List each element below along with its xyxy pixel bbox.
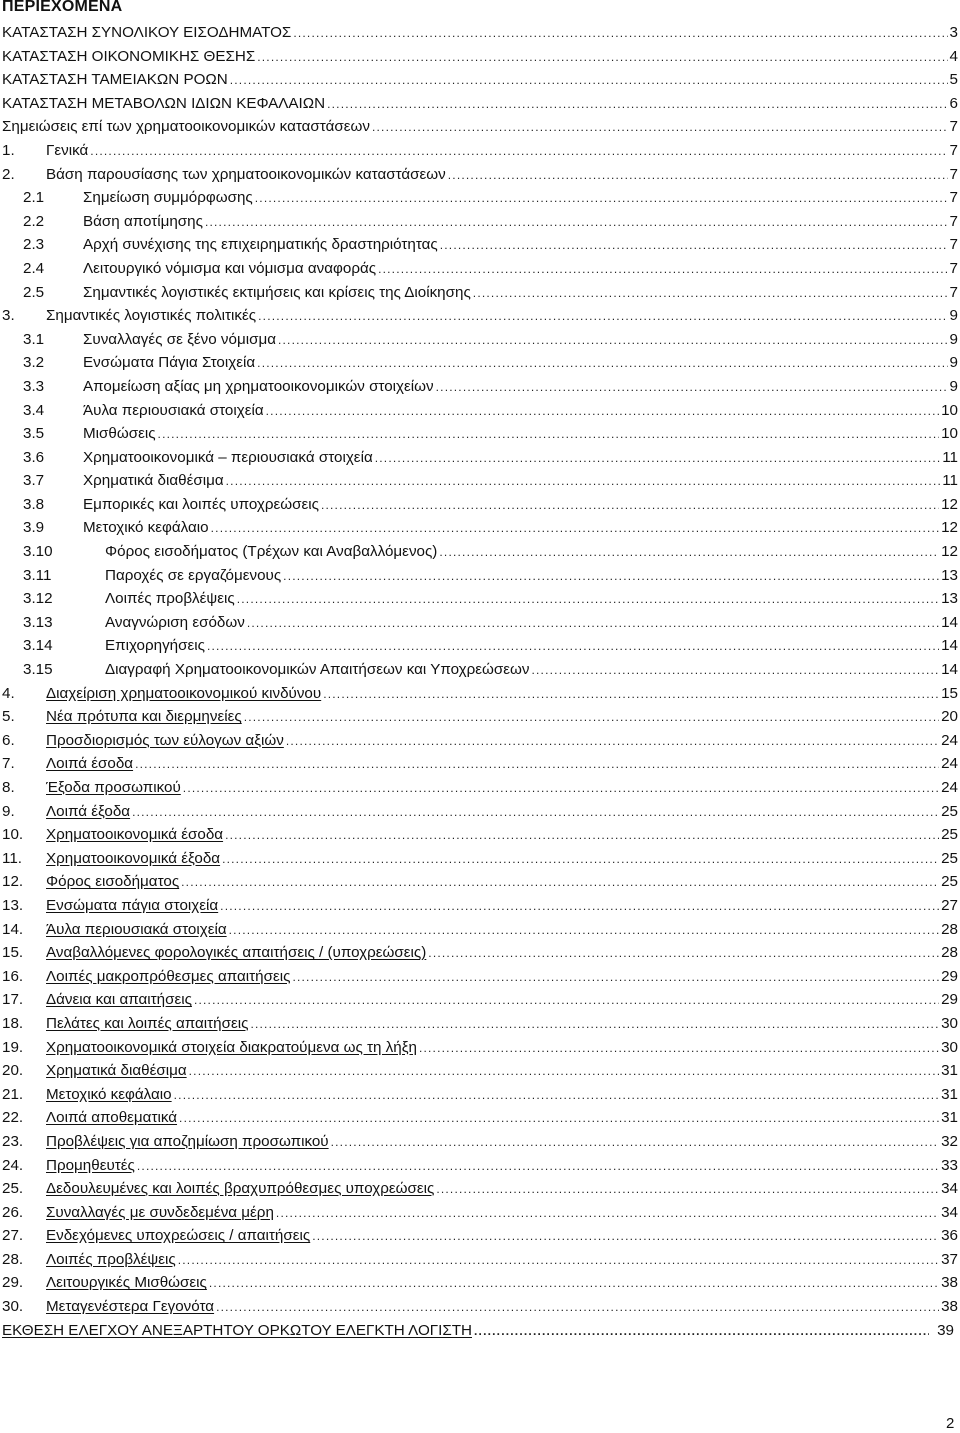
toc-dot-leader bbox=[135, 753, 939, 777]
toc-entry-page-number: 12 bbox=[941, 543, 958, 561]
toc-dot-leader bbox=[222, 848, 939, 872]
toc-dot-leader bbox=[205, 211, 948, 235]
toc-entry-page-number: 4 bbox=[949, 47, 958, 65]
toc-entry-page-number: 20 bbox=[941, 708, 958, 726]
toc-entry[interactable] bbox=[0, 399, 958, 423]
toc-entry-label[interactable]: Εμπορικές και λοιπές υποχρεώσεις bbox=[83, 495, 319, 513]
toc-entry-page-number: 9 bbox=[949, 377, 958, 395]
toc-entry-number: 2.5 bbox=[23, 283, 45, 301]
toc-dot-leader bbox=[419, 1037, 939, 1061]
toc-entry[interactable] bbox=[0, 1154, 958, 1178]
toc-dot-leader bbox=[179, 1107, 939, 1131]
toc-entry-number: 6. bbox=[2, 731, 15, 749]
toc-entry-number: 3.5 bbox=[23, 425, 45, 443]
toc-entry-page-number: 7 bbox=[949, 283, 958, 301]
toc-dot-leader bbox=[247, 612, 939, 636]
toc-entry[interactable] bbox=[0, 375, 958, 399]
toc-entry-page-number: 25 bbox=[941, 826, 958, 844]
toc-entry-label[interactable]: ΚΑΤΑΣΤΑΣΗ ΣΥΝΟΛΙΚΟΥ ΕΙΣΟΔΗΜΑΤΟΣ bbox=[2, 24, 292, 41]
toc-entry-label[interactable]: Διαγραφή Χρηματοοικονομικών Απαιτήσεων και Υποχρεώσεων bbox=[105, 661, 530, 679]
toc-dot-leader bbox=[90, 140, 947, 164]
toc-entry[interactable] bbox=[0, 941, 958, 965]
toc-dot-leader bbox=[428, 942, 939, 966]
toc-entry-page-number: 28 bbox=[941, 944, 958, 962]
toc-entry-number: 3.11 bbox=[23, 566, 52, 584]
toc-list bbox=[0, 21, 958, 1342]
toc-entry-number: 19. bbox=[2, 1038, 24, 1056]
toc-entry-number: 20. bbox=[2, 1062, 24, 1080]
toc-entry-page-number: 9 bbox=[949, 354, 958, 372]
toc-dot-leader bbox=[189, 1060, 939, 1084]
toc-entry-label[interactable]: Σημαντικές λογιστικές εκτιμήσεις και κρίσεις της Διοίκησης bbox=[83, 283, 471, 301]
toc-entry[interactable] bbox=[0, 634, 958, 658]
toc-entry[interactable] bbox=[0, 469, 958, 493]
toc-entry-page-number: 24 bbox=[941, 779, 958, 796]
toc-entry-number: 1. bbox=[2, 141, 15, 159]
toc-entry-label[interactable]: ΚΑΤΑΣΤΑΣΗ ΤΑΜΕΙΑΚΩΝ ΡΟΩΝ bbox=[2, 71, 228, 89]
toc-entry-label[interactable]: Πελάτες και λοιπές απαιτήσεις bbox=[46, 1014, 249, 1032]
toc-entry-number: 2.1 bbox=[23, 189, 45, 207]
toc-entry-label[interactable]: Μετοχικό κεφάλαιο bbox=[83, 519, 209, 537]
toc-entry[interactable] bbox=[0, 1106, 958, 1130]
toc-entry-number: 3.1 bbox=[23, 330, 45, 348]
toc-entry-number: 3.6 bbox=[23, 448, 45, 466]
toc-entry-number: 3.14 bbox=[23, 637, 53, 655]
toc-entry-label[interactable]: Επιχορηγήσεις bbox=[105, 637, 205, 655]
toc-entry-label[interactable]: Ενδεχόμενες υποχρεώσεις / απαιτήσεις bbox=[46, 1227, 311, 1245]
toc-entry[interactable] bbox=[0, 918, 958, 942]
toc-dot-leader bbox=[258, 305, 947, 329]
toc-entry[interactable] bbox=[0, 163, 958, 187]
toc-entry-number: 23. bbox=[2, 1132, 24, 1150]
toc-entry-label[interactable]: Λοιπές μακροπρόθεσμες απαιτήσεις bbox=[46, 967, 291, 985]
toc-entry-label[interactable]: Λοιπά έξοδα bbox=[46, 802, 131, 820]
toc-entry-number: 2.4 bbox=[23, 259, 45, 277]
toc-entry-label[interactable]: Συναλλαγές σε ξένο νόμισμα bbox=[83, 330, 276, 348]
toc-entry-number: 24. bbox=[2, 1156, 24, 1174]
toc-entry-number: 8. bbox=[2, 779, 15, 796]
toc-entry-label[interactable]: Συναλλαγές με συνδεδεμένα μέρη bbox=[46, 1203, 274, 1221]
toc-entry-page-number: 7 bbox=[949, 118, 958, 136]
toc-entry-number: 12. bbox=[2, 873, 24, 891]
toc-entry[interactable] bbox=[0, 446, 958, 470]
toc-entry[interactable] bbox=[0, 1319, 958, 1343]
toc-entry-label[interactable]: Νέα πρότυπα και διερμηνείες bbox=[46, 708, 242, 726]
toc-entry[interactable] bbox=[0, 92, 958, 116]
toc-entry-label[interactable]: Άυλα περιουσιακά στοιχεία bbox=[83, 401, 264, 419]
toc-entry-page-number: 25 bbox=[941, 802, 958, 820]
toc-entry-number: 29. bbox=[2, 1274, 24, 1292]
toc-entry-page-number: 30 bbox=[941, 1014, 958, 1032]
toc-entry[interactable] bbox=[0, 115, 958, 139]
toc-entry-page-number: 38 bbox=[941, 1274, 958, 1292]
toc-entry-label[interactable]: Σημαντικές λογιστικές πολιτικές bbox=[46, 307, 257, 325]
toc-dot-leader bbox=[372, 116, 948, 140]
toc-entry-page-number: 12 bbox=[941, 495, 958, 513]
toc-entry-page-number: 10 bbox=[941, 401, 958, 419]
toc-entry-label[interactable]: Λοιπά αποθεματικά bbox=[46, 1109, 178, 1127]
toc-entry-page-number: 6 bbox=[949, 94, 958, 112]
toc-entry-label[interactable]: Χρηματοοικονομικά έσοδα bbox=[46, 826, 224, 844]
toc-entry-number: 26. bbox=[2, 1203, 24, 1221]
toc-entry-page-number: 14 bbox=[941, 661, 958, 679]
toc-dot-leader bbox=[225, 824, 939, 848]
toc-dot-leader bbox=[293, 22, 947, 46]
toc-dot-leader bbox=[220, 895, 939, 919]
toc-entry-number: 2. bbox=[2, 165, 15, 183]
toc-entry-number: 2.2 bbox=[23, 212, 45, 230]
toc-entry-label[interactable]: Λοιπές προβλέψεις bbox=[105, 590, 235, 608]
toc-dot-leader bbox=[250, 1013, 939, 1037]
toc-dot-leader bbox=[278, 329, 948, 353]
toc-entry[interactable] bbox=[0, 894, 958, 918]
toc-dot-leader bbox=[211, 517, 939, 541]
toc-entry-label[interactable]: Βάση αποτίμησης bbox=[83, 212, 203, 230]
footer-page-number: 2 bbox=[946, 1415, 955, 1432]
toc-entry-number: 16. bbox=[2, 967, 24, 985]
toc-dot-leader bbox=[375, 447, 941, 471]
toc-entry[interactable] bbox=[0, 540, 958, 564]
toc-entry-label[interactable]: Μισθώσεις bbox=[83, 425, 156, 443]
toc-entry[interactable] bbox=[0, 1224, 958, 1248]
toc-dot-leader bbox=[439, 541, 939, 565]
toc-entry-page-number: 14 bbox=[941, 613, 958, 631]
toc-dot-leader bbox=[331, 1131, 939, 1155]
toc-entry-page-number: 37 bbox=[941, 1250, 958, 1268]
toc-entry[interactable] bbox=[0, 729, 958, 753]
toc-entry[interactable] bbox=[0, 516, 958, 540]
toc-entry[interactable] bbox=[0, 422, 958, 446]
toc-entry-number: 21. bbox=[2, 1085, 24, 1103]
toc-entry-label[interactable]: Βάση παρουσίασης των χρηματοοικονομικών καταστάσεων bbox=[46, 165, 446, 183]
toc-entry-label[interactable]: Αναβαλλόμενες φορολογικές απαιτήσεις / (υποχρεώσεις) bbox=[46, 944, 427, 962]
toc-dot-leader bbox=[207, 635, 939, 659]
toc-entry[interactable] bbox=[0, 1036, 958, 1060]
toc-dot-leader bbox=[174, 1084, 939, 1108]
toc-entry-label[interactable]: Δάνεια και απαιτήσεις bbox=[46, 991, 192, 1009]
toc-dot-leader bbox=[440, 234, 948, 258]
toc-dot-leader bbox=[474, 1320, 929, 1344]
toc-dot-leader bbox=[321, 494, 939, 518]
toc-entry-page-number: 24 bbox=[941, 731, 958, 749]
toc-entry-number: 5. bbox=[2, 708, 15, 726]
toc-entry-number: 17. bbox=[2, 991, 24, 1009]
toc-entry[interactable] bbox=[0, 304, 958, 328]
toc-entry-number: 3.9 bbox=[23, 519, 45, 537]
toc-entry-label[interactable]: Αναγνώριση εσόδων bbox=[105, 613, 245, 631]
toc-entry-page-number: 9 bbox=[949, 307, 958, 325]
toc-entry-number: 3.4 bbox=[23, 401, 45, 419]
toc-entry-label[interactable]: ΚΑΤΑΣΤΑΣΗ ΟΙΚΟΝΟΜΙΚΗΣ ΘΕΣΗΣ bbox=[2, 47, 256, 65]
toc-entry-number: 15. bbox=[2, 944, 24, 962]
toc-entry-page-number: 7 bbox=[949, 259, 958, 277]
toc-entry-number: 13. bbox=[2, 896, 24, 914]
toc-dot-leader bbox=[244, 706, 939, 730]
toc-dot-leader bbox=[194, 989, 939, 1013]
toc-entry-number: 11. bbox=[2, 849, 22, 867]
toc-entry-label[interactable]: ΚΑΤΑΣΤΑΣΗ ΜΕΤΑΒΟΛΩΝ ΙΔΙΩΝ ΚΕΦΑΛΑΙΩΝ bbox=[2, 94, 326, 112]
toc-dot-leader bbox=[132, 801, 939, 825]
toc-dot-leader bbox=[183, 777, 939, 801]
toc-entry-page-number: 38 bbox=[941, 1298, 958, 1316]
toc-dot-leader bbox=[323, 683, 939, 707]
toc-entry-label[interactable]: Έξοδα προσωπικού bbox=[46, 779, 181, 796]
toc-entry-label[interactable]: Απομείωση αξίας μη χρηματοοικονομικών στοιχείων bbox=[83, 377, 434, 395]
toc-entry-label[interactable]: Αρχή συνέχισης της επιχειρηματικής δραστηριότητας bbox=[83, 236, 438, 254]
toc-entry-page-number: 7 bbox=[949, 236, 958, 254]
toc-entry-number: 30. bbox=[2, 1298, 24, 1316]
toc-entry-number: 2.3 bbox=[23, 236, 45, 254]
toc-entry-page-number: 31 bbox=[941, 1109, 958, 1127]
toc-dot-leader bbox=[448, 164, 948, 188]
toc-entry[interactable] bbox=[0, 1248, 958, 1272]
toc-dot-leader bbox=[137, 1155, 939, 1179]
toc-dot-leader bbox=[257, 352, 947, 376]
toc-dot-leader bbox=[283, 565, 939, 589]
toc-entry-page-number: 7 bbox=[949, 165, 958, 183]
toc-entry[interactable] bbox=[0, 965, 958, 989]
toc-entry-label[interactable]: Σημειώσεις επί των χρηματοοικονομικών καταστάσεων bbox=[2, 118, 370, 136]
toc-entry[interactable] bbox=[0, 988, 958, 1012]
toc-entry-label[interactable]: Προμηθευτές bbox=[46, 1156, 135, 1174]
toc-entry-page-number: 7 bbox=[949, 141, 958, 159]
toc-entry-label[interactable]: ΕΚΘΕΣΗ ΕΛΕΓΧΟΥ ΑΝΕΞΑΡΤΗΤΟΥ ΟΡΚΩΤΟΥ ΕΛΕΓΚΤΗ ΛΟΓΙΣΤΗ bbox=[2, 1321, 472, 1339]
toc-entry-page-number: 24 bbox=[941, 755, 958, 773]
toc-entry-page-number: 28 bbox=[941, 920, 958, 938]
toc-entry-page-number: 25 bbox=[941, 849, 958, 867]
toc-entry[interactable] bbox=[0, 870, 958, 894]
toc-dot-leader bbox=[216, 1296, 939, 1320]
toc-dot-leader bbox=[286, 730, 939, 754]
toc-dot-leader bbox=[255, 187, 948, 211]
toc-dot-leader bbox=[292, 966, 939, 990]
toc-entry-label[interactable]: Γενικά bbox=[46, 141, 89, 159]
toc-entry-label[interactable]: Χρηματοοικονομικά στοιχεία διακρατούμενα ως τη λήξη bbox=[46, 1038, 417, 1056]
toc-entry-page-number: 12 bbox=[941, 519, 958, 537]
toc-entry-number: 18. bbox=[2, 1014, 24, 1032]
toc-entry-number: 3.3 bbox=[23, 377, 45, 395]
toc-entry-page-number: 30 bbox=[941, 1038, 958, 1056]
toc-entry-page-number: 13 bbox=[941, 590, 958, 608]
toc-entry-number: 3. bbox=[2, 307, 15, 325]
toc-entry[interactable] bbox=[0, 564, 958, 588]
toc-entry-label[interactable]: Προσδιορισμός των εύλογων αξιών bbox=[46, 731, 284, 749]
toc-entry-label[interactable]: Λοιπές προβλέψεις bbox=[46, 1250, 176, 1268]
toc-entry[interactable] bbox=[0, 210, 958, 234]
toc-entry-label[interactable]: Διαχείριση χρηματοοικονομικού κινδύνου bbox=[46, 684, 322, 702]
toc-entry-page-number: 29 bbox=[941, 967, 958, 985]
toc-entry-number: 7. bbox=[2, 755, 15, 773]
toc-entry-page-number: 5 bbox=[949, 71, 958, 89]
toc-entry[interactable] bbox=[0, 45, 958, 69]
toc-entry-page-number: 32 bbox=[941, 1132, 958, 1150]
toc-entry[interactable] bbox=[0, 776, 958, 800]
toc-title: ΠΕΡΙΕΧΟΜΕΝΑ bbox=[2, 0, 123, 15]
toc-entry[interactable] bbox=[0, 257, 958, 281]
toc-entry-page-number: 3 bbox=[949, 24, 958, 41]
toc-entry-label[interactable]: Χρηματοοικονομικά – περιουσιακά στοιχεία bbox=[83, 448, 373, 466]
toc-entry[interactable] bbox=[0, 328, 958, 352]
toc-entry-page-number: 27 bbox=[941, 896, 958, 914]
toc-entry[interactable] bbox=[0, 752, 958, 776]
toc-entry-page-number: 34 bbox=[941, 1180, 958, 1198]
toc-entry-number: 3.7 bbox=[23, 472, 45, 490]
toc-entry-page-number: 39 bbox=[937, 1321, 954, 1339]
toc-entry-number: 3.8 bbox=[23, 495, 45, 513]
toc-dot-leader bbox=[473, 282, 948, 306]
toc-dot-leader bbox=[229, 919, 939, 943]
toc-entry-page-number: 36 bbox=[941, 1227, 958, 1245]
toc-entry-page-number: 33 bbox=[941, 1156, 958, 1174]
toc-entry[interactable] bbox=[0, 705, 958, 729]
toc-entry[interactable] bbox=[0, 1083, 958, 1107]
toc-dot-leader bbox=[209, 1272, 939, 1296]
toc-entry-page-number: 7 bbox=[949, 212, 958, 230]
toc-entry-number: 4. bbox=[2, 684, 15, 702]
toc-entry[interactable] bbox=[0, 1295, 958, 1319]
toc-entry-label[interactable]: Προβλέψεις για αποζημίωση προσωπικού bbox=[46, 1132, 329, 1150]
toc-entry-label[interactable]: Μετοχικό κεφάλαιο bbox=[46, 1085, 172, 1103]
toc-entry[interactable] bbox=[0, 800, 958, 824]
toc-entry-number: 3.15 bbox=[23, 661, 53, 679]
toc-entry-number: 3.12 bbox=[23, 590, 53, 608]
toc-dot-leader bbox=[237, 588, 939, 612]
toc-entry-page-number: 25 bbox=[941, 873, 958, 891]
toc-dot-leader bbox=[312, 1225, 939, 1249]
toc-entry-page-number: 34 bbox=[941, 1203, 958, 1221]
toc-dot-leader bbox=[257, 46, 947, 70]
toc-entry[interactable] bbox=[0, 281, 958, 305]
toc-entry-page-number: 31 bbox=[941, 1085, 958, 1103]
toc-dot-leader bbox=[181, 871, 939, 895]
toc-entry-label[interactable]: Λοιπά έσοδα bbox=[46, 755, 134, 773]
toc-dot-leader bbox=[266, 400, 939, 424]
toc-entry-page-number: 11 bbox=[942, 472, 958, 490]
toc-entry[interactable] bbox=[0, 233, 958, 257]
toc-entry[interactable] bbox=[0, 823, 958, 847]
toc-entry-label[interactable]: Χρηματικά διαθέσιμα bbox=[46, 1062, 187, 1080]
toc-entry-page-number: 13 bbox=[941, 566, 958, 584]
toc-entry-label[interactable]: Ενσώματα Πάγια Στοιχεία bbox=[83, 354, 256, 372]
toc-entry-label[interactable]: Μεταγενέστερα Γεγονότα bbox=[46, 1298, 215, 1316]
toc-entry-page-number: 7 bbox=[949, 189, 958, 207]
toc-entry[interactable] bbox=[0, 186, 958, 210]
toc-entry[interactable] bbox=[0, 1059, 958, 1083]
toc-entry-label[interactable]: Παροχές σε εργαζόμενους bbox=[105, 566, 282, 584]
toc-entry[interactable] bbox=[0, 351, 958, 375]
toc-entry-page-number: 9 bbox=[949, 330, 958, 348]
toc-entry[interactable] bbox=[0, 1130, 958, 1154]
toc-entry-page-number: 15 bbox=[941, 684, 958, 702]
toc-entry[interactable] bbox=[0, 611, 958, 635]
toc-entry-page-number: 10 bbox=[941, 425, 958, 443]
toc-dot-leader bbox=[226, 470, 941, 494]
toc-entry-label[interactable]: Φόρος εισοδήματος bbox=[46, 873, 180, 891]
toc-entry[interactable] bbox=[0, 1177, 958, 1201]
toc-dot-leader bbox=[327, 93, 947, 117]
toc-entry-label[interactable]: Λειτουργικές Μισθώσεις bbox=[46, 1274, 207, 1292]
toc-entry-label[interactable]: Σημείωση συμμόρφωσης bbox=[83, 189, 253, 207]
toc-entry-label[interactable]: Ενσώματα πάγια στοιχεία bbox=[46, 896, 219, 914]
toc-entry[interactable] bbox=[0, 658, 958, 682]
toc-entry-number: 27. bbox=[2, 1227, 24, 1245]
toc-entry[interactable] bbox=[0, 1012, 958, 1036]
toc-entry-label[interactable]: Δεδουλευμένες και λοιπές βραχυπρόθεσμες υποχρεώσεις bbox=[46, 1180, 435, 1198]
toc-dot-leader bbox=[178, 1249, 939, 1273]
toc-entry[interactable] bbox=[0, 68, 958, 92]
toc-entry-number: 14. bbox=[2, 920, 24, 938]
toc-entry-page-number: 14 bbox=[941, 637, 958, 655]
toc-dot-leader bbox=[230, 69, 948, 93]
toc-entry[interactable] bbox=[0, 139, 958, 163]
toc-entry[interactable] bbox=[0, 1271, 958, 1295]
toc-entry[interactable] bbox=[0, 21, 958, 45]
toc-entry-page-number: 29 bbox=[941, 991, 958, 1009]
toc-entry-number: 3.2 bbox=[23, 354, 45, 372]
toc-entry[interactable] bbox=[0, 1201, 958, 1225]
toc-entry-number: 22. bbox=[2, 1109, 24, 1127]
toc-entry-number: 3.10 bbox=[23, 543, 53, 561]
toc-entry-number: 28. bbox=[2, 1250, 24, 1268]
toc-dot-leader bbox=[436, 1178, 939, 1202]
toc-dot-leader bbox=[378, 258, 947, 282]
toc-dot-leader bbox=[531, 659, 939, 683]
toc-entry-label[interactable]: Άυλα περιουσιακά στοιχεία bbox=[46, 920, 227, 938]
toc-dot-leader bbox=[276, 1202, 939, 1226]
toc-entry-label[interactable]: Λειτουργικό νόμισμα και νόμισμα αναφοράς bbox=[83, 259, 377, 277]
toc-entry-label[interactable]: Χρηματοοικονομικά έξοδα bbox=[46, 849, 221, 867]
toc-entry-number: 10. bbox=[2, 826, 24, 844]
toc-entry[interactable] bbox=[0, 493, 958, 517]
toc-entry-number: 9. bbox=[2, 802, 15, 820]
toc-entry[interactable] bbox=[0, 847, 958, 871]
toc-entry-page-number: 31 bbox=[941, 1062, 958, 1080]
toc-entry-number: 25. bbox=[2, 1180, 24, 1198]
toc-entry[interactable] bbox=[0, 682, 958, 706]
toc-dot-leader bbox=[158, 423, 940, 447]
toc-entry-number: 3.13 bbox=[23, 613, 53, 631]
toc-entry[interactable] bbox=[0, 587, 958, 611]
toc-entry-label[interactable]: Φόρος εισοδήματος (Τρέχων και Αναβαλλόμενος) bbox=[105, 543, 438, 561]
toc-dot-leader bbox=[436, 376, 948, 400]
toc-entry-page-number: 11 bbox=[942, 448, 958, 466]
toc-entry-label[interactable]: Χρηματικά διαθέσιμα bbox=[83, 472, 224, 490]
